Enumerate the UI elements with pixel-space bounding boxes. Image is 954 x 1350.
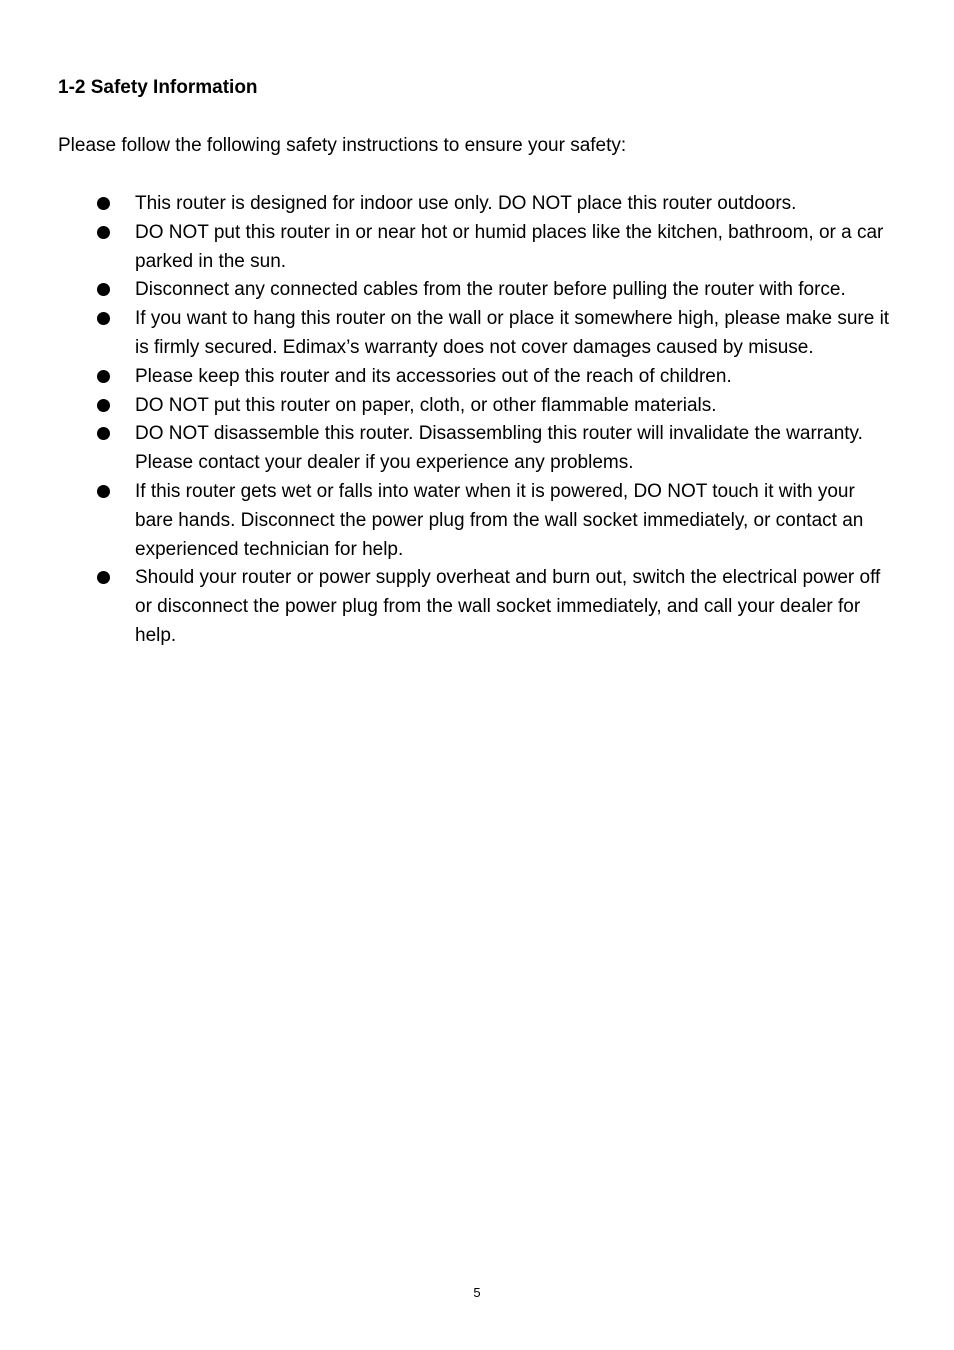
bullet-icon <box>97 427 110 440</box>
list-item-text: Should your router or power supply overheat and burn out, switch the electrical power off or disconnect the power plug from the wall socket immediately, and call your dealer for help. <box>135 567 881 646</box>
bullet-icon <box>97 399 110 412</box>
bullet-icon <box>97 197 110 210</box>
list-item <box>0 564 954 650</box>
list-item <box>0 478 954 564</box>
section-heading: 1-2 Safety Information <box>58 77 258 98</box>
list-item <box>0 219 954 277</box>
list-item-text: Please keep this router and its accessories out of the reach of children. <box>135 365 732 387</box>
bullet-icon <box>97 312 110 325</box>
list-item-text: If you want to hang this router on the wall or place it somewhere high, please make sure it is firmly secured. Edimax’s warranty does not cover damages caused by misuse. <box>135 308 890 358</box>
list-item-text: DO NOT put this router on paper, cloth, or other flammable materials. <box>135 394 717 416</box>
safety-instructions-list <box>0 190 954 651</box>
list-item-text: If this router gets wet or falls into water when it is powered, DO NOT touch it with your bare hands. Disconnect the power plug from the wall socket immediately, or contact an experienced technician for help. <box>135 480 864 560</box>
bullet-icon <box>97 283 110 296</box>
bullet-icon <box>97 226 110 239</box>
list-item <box>0 420 954 478</box>
list-item-text: This router is designed for indoor use only. DO NOT place this router outdoors. <box>135 193 797 214</box>
bullet-icon <box>97 571 110 584</box>
list-item <box>0 363 954 392</box>
page-number: 5 <box>473 1285 481 1300</box>
list-item-text: DO NOT put this router in or near hot or humid places like the kitchen, bathroom, or a car parked in the sun. <box>135 221 884 272</box>
list-item-text: DO NOT disassemble this router. Disassembling this router will invalidate the warranty. Please contact your dealer if you experience any problems. <box>135 423 863 474</box>
intro-paragraph: Please follow the following safety instructions to ensure your safety: <box>58 135 627 156</box>
list-item-text: Disconnect any connected cables from the router before pulling the router with force. <box>135 279 846 301</box>
list-item <box>0 305 954 363</box>
list-item <box>0 392 954 421</box>
bullet-icon <box>97 370 110 383</box>
bullet-icon <box>97 485 110 498</box>
list-item <box>0 276 954 305</box>
list-item <box>0 190 954 219</box>
